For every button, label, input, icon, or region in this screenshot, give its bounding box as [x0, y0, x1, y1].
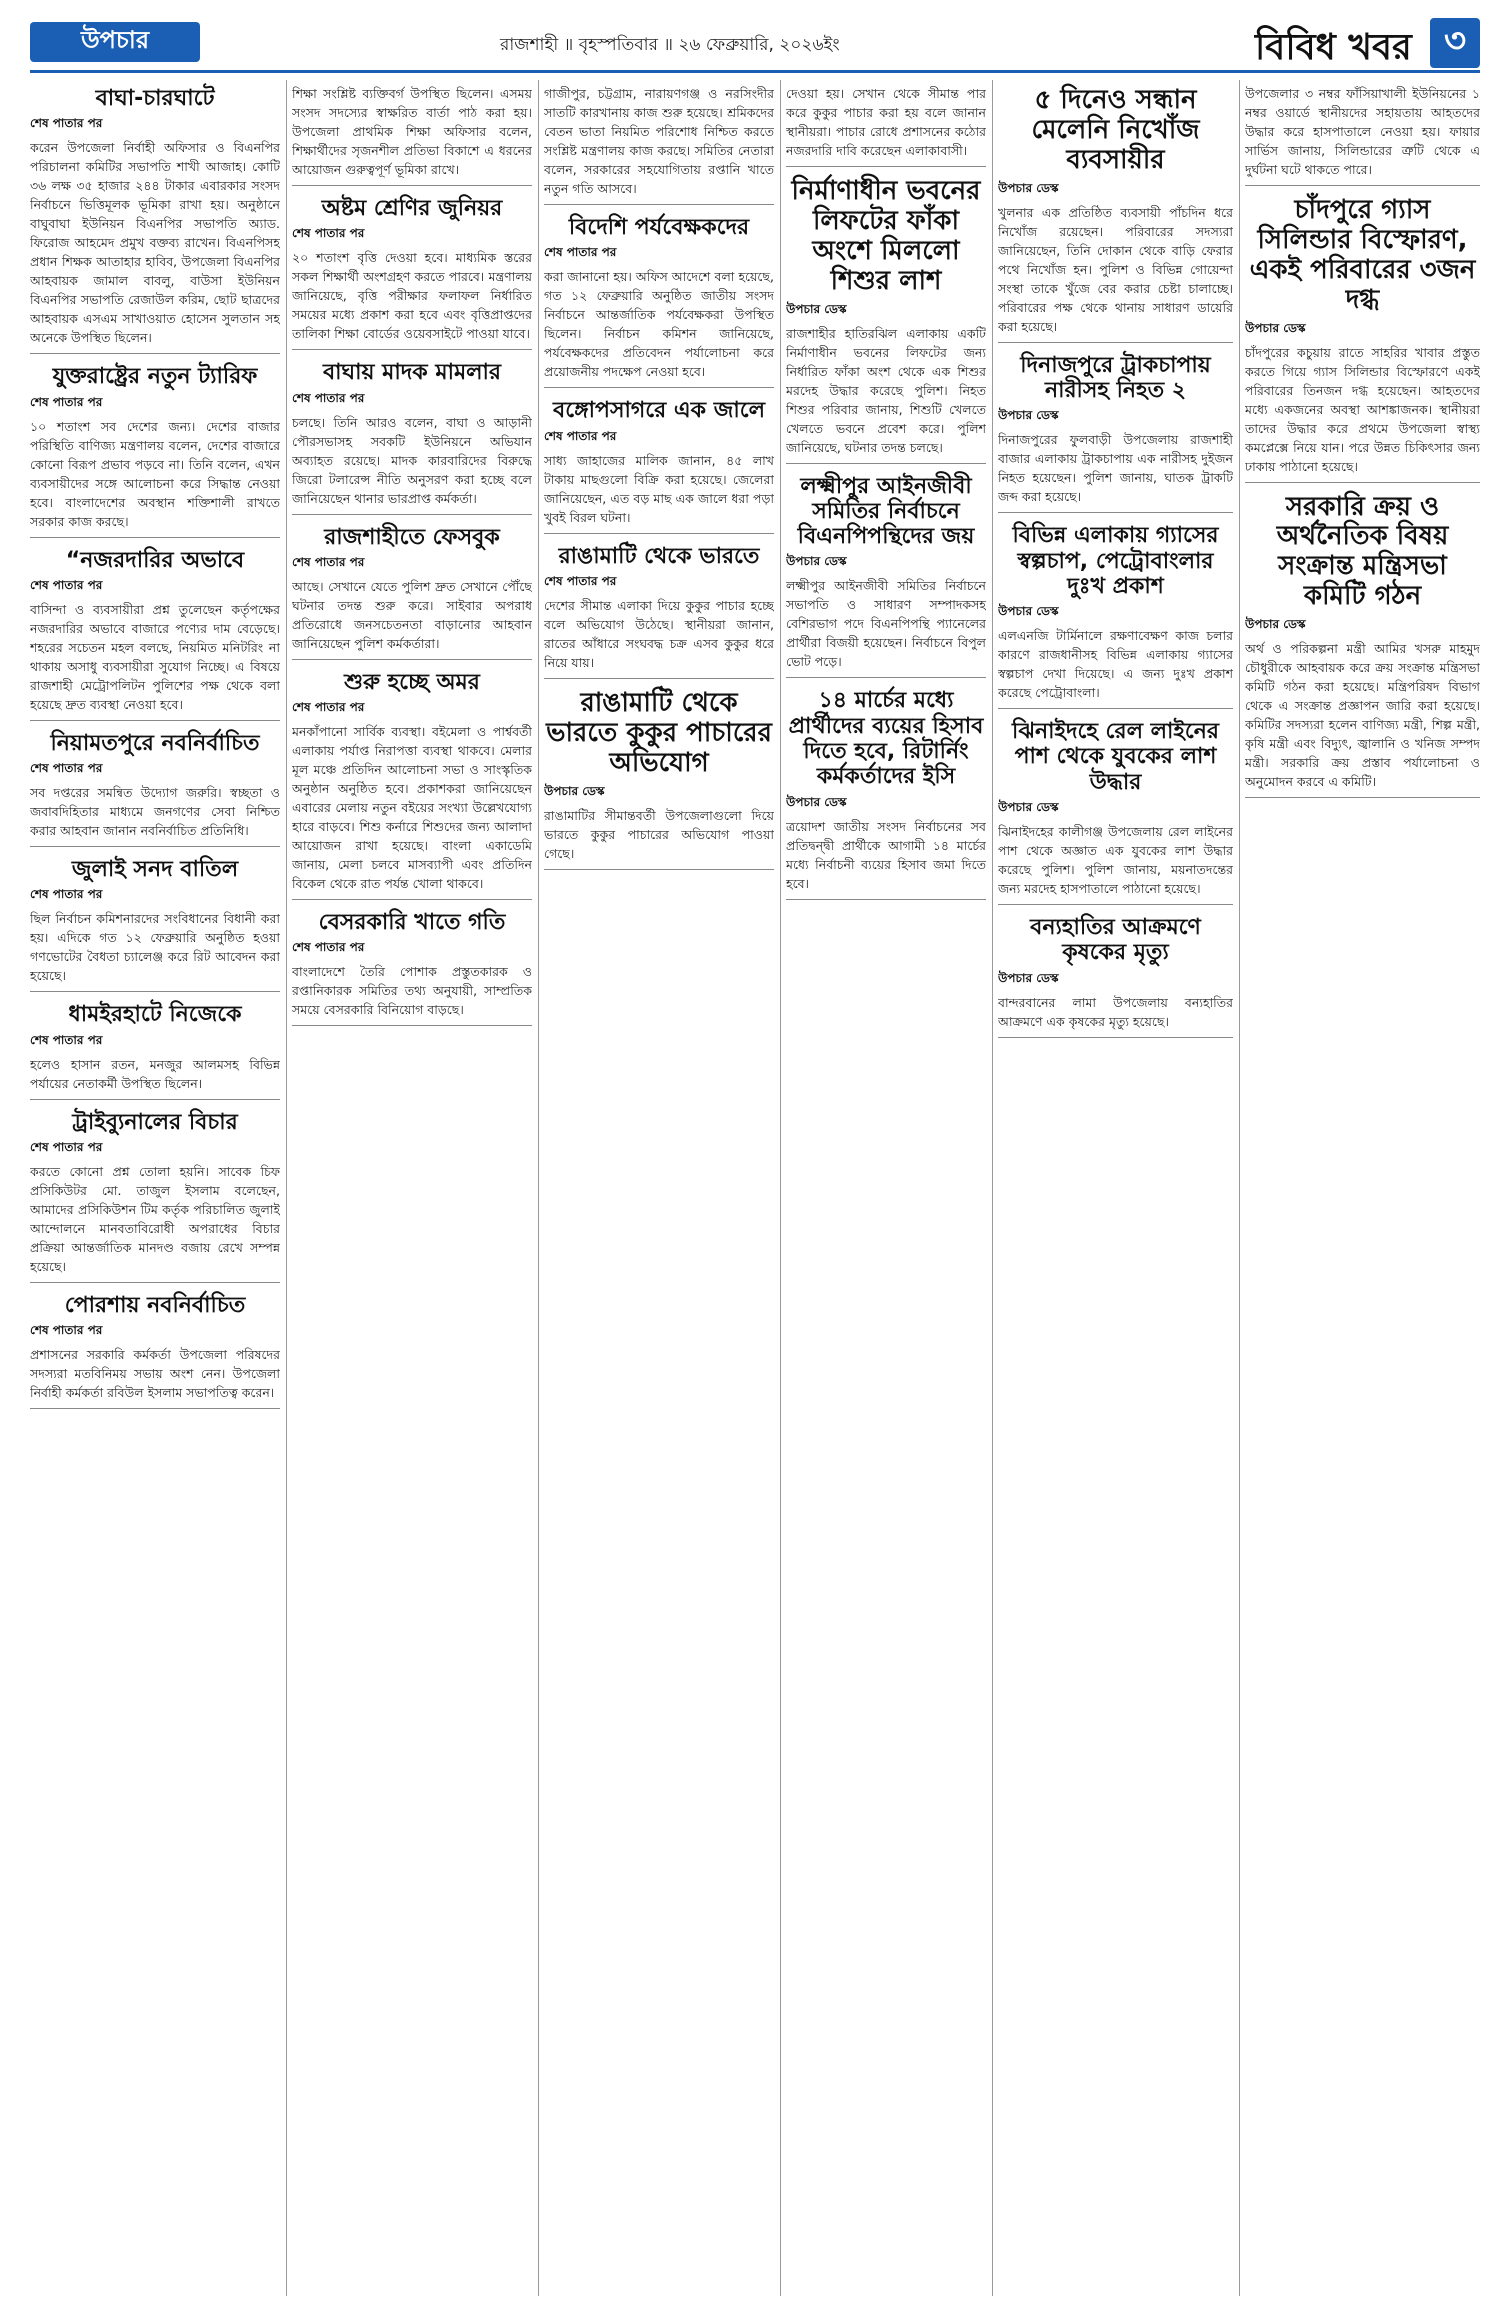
- article-body: প্রশাসনের সরকারি কর্মকর্তা উপজেলা পরিষদের সদস্যরা মতবিনিময় সভায় অংশ নেন। উপজেলা নির্বাহী কর্মকর্তা রবিউল ইসলাম সভাপতিত্ব করেন।: [30, 1347, 280, 1401]
- headline: বিদেশি পর্যবেক্ষকদের: [568, 215, 750, 240]
- article-body: উপজেলার ৩ নম্বর ফাঁসিয়াখালী ইউনিয়নের ১ নম্বর ওয়ার্ডে স্থানীয়দের সহায়তায় আহতদের উদ্ধার করে হাসপাতালে নেওয়া হয়। ফায়ার সার্ভিস জানায়, সিলিন্ডারের ত্রুটি থেকে এ দুর্ঘটনা ঘটে থাকতে পারে।: [1245, 86, 1480, 177]
- article-missing: [998, 80, 1233, 343]
- article-body: রাজশাহীর হাতিরঝিল এলাকায় একটি নির্মাণাধীন ভবনের লিফটের জন্য নির্ধারিত ফাঁকা অংশ থেকে এক শিশুর মরদেহ উদ্ধার করেছে পুলিশ। নিহত শিশুর পরিবার জানায়, শিশুটি খেলতে খেলতে ভবনে প্রবেশ করে। পুলিশ জানিয়েছে, ঘটনার তদন্ত চলছে।: [786, 325, 986, 455]
- headline: শুরু হচ্ছে অমর: [344, 669, 480, 695]
- article-body: ত্রয়োদশ জাতীয় সংসদ নির্বাচনের সব প্রতিদ্বন্দ্বী প্রার্থীকে আগামী ১৪ মার্চের মধ্যে নির্বাচনী ব্যয়ের হিসাব জমা দিতে হবে।: [786, 818, 986, 891]
- column-1: [30, 80, 280, 2296]
- article-body: এলএনজি টার্মিনালে রক্ষণাবেক্ষণ কাজ চলার কারণে রাজধানীসহ বিভিন্ন এলাকায় গ্যাসের স্বল্পচাপ দেখা দিয়েছে। এ জন্য দুঃখ প্রকাশ করেছে পেট্রোবাংলা।: [998, 628, 1233, 701]
- article-julai: [30, 851, 280, 992]
- article-body: খুলনার এক প্রতিষ্ঠিত ব্যবসায়ী পাঁচদিন ধরে নিখোঁজ রয়েছেন। পরিবারের সদস্যরা জানিয়েছেন, তিনি দোকান থেকে বাড়ি ফেরার পথে নিখোঁজ হন। পুলিশ ও বিভিন্ন গোয়েন্দা সংস্থা তাকে খুঁজে বের করার চেষ্টা চালাচ্ছে। পরিবারের পক্ষ থেকে থানায় সাধারণ ডায়েরি করা হয়েছে।: [998, 204, 1233, 334]
- section-title: বিবিধ খবর: [1255, 27, 1412, 68]
- page-header: [30, 18, 1480, 73]
- article-body: দেওয়া হয়। সেখান থেকে সীমান্ত পার করে কুকুর পাচার করা হয় বলে জানান স্থানীয়রা। পাচার রোধে প্রশাসনের কঠোর নজরদারি দাবি করেছেন এলাকাবাসী।: [786, 86, 986, 158]
- article-body: করা জানানো হয়। অফিস আদেশে বলা হয়েছে, গত ১২ ফেব্রুয়ারি অনুষ্ঠিত জাতীয় সংসদ নির্বাচনে আন্তর্জাতিক পর্যবেক্ষকরা উপস্থিত ছিলেন। নির্বাচন কমিশন জানিয়েছে, পর্যবেক্ষকদের প্রতিবেদন পর্যালোচনা করে প্রয়োজনীয় পদক্ষেপ নেওয়া হবে।: [544, 269, 774, 380]
- byline: শেষ পাতার পর: [30, 761, 103, 776]
- byline: শেষ পাতার পর: [30, 116, 103, 131]
- headline: লক্ষ্মীপুর আইনজীবী সমিতির নির্বাচনে বিএনপিপন্থিদের জয়: [797, 473, 975, 550]
- article-body: দেশের সীমান্ত এলাকা দিয়ে কুকুর পাচার হচ্ছে বলে অভিযোগ উঠেছে। স্থানীয়রা জানান, রাতের আঁধারে সংঘবদ্ধ চক্র এসব কুকুর ধরে নিয়ে যায়।: [544, 597, 774, 670]
- article-dinajpur: [998, 347, 1233, 514]
- article-lift: [786, 171, 986, 464]
- article-body: চলছে। তিনি আরও বলেন, বাঘা ও আড়ানী পৌরসভাসহ সবকটি ইউনিয়নে অভিযান অব্যাহত রয়েছে। মাদক কারবারিদের বিরুদ্ধে জিরো টলারেন্স নীতি অনুসরণ করা হচ্ছে বলে জানিয়েছেন থানার ভারপ্রাপ্ত কর্মকর্তা।: [292, 414, 532, 506]
- article-elephant: [998, 909, 1233, 1038]
- article-body: করেন উপজেলা নির্বাহী অফিসার ও বিএনপির পরিচালনা কমিটির সভাপতি শাখী আজাহ। কোটি ৩৬ লক্ষ ৩৫ হাজার ২৪৪ টাকার এবারকার সংসদ নির্বাচনে ভিত্তিমূলক ভূমিকা রাখা হয়। অনুষ্ঠানে বাঘুবাঘা ইউনিয়ন বিএনপির সভাপতি অ্যাড. ফিরোজ আহমেদ প্রমুখ বক্তব্য রাখেন। বিএনপিসহ প্রধান শিক্ষক আতাহার হাবিব, উপজেলা বিএনপির আহবায়ক জামাল বাবলু, বাউসা ইউনিয়ন বিএনপির সভাপতি রেজাউল করিম, ছোট ছাত্রদের আহবায়ক এসএম সাখাওয়াত হোসেন সুলতান সহ অনেকে উপস্থিত ছিলেন।: [30, 140, 280, 346]
- byline: উপচার ডেস্ক: [998, 800, 1059, 815]
- byline: শেষ পাতার পর: [30, 1323, 103, 1338]
- byline: শেষ পাতার পর: [30, 394, 103, 409]
- byline: উপচার ডেস্ক: [998, 970, 1059, 985]
- headline: বেসরকারি খাতে গতি: [318, 910, 506, 936]
- article-body: বান্দরবানের লামা উপজেলায় বন্যহাতির আক্রমণে এক কৃষকের মৃত্যু হয়েছে।: [998, 994, 1233, 1029]
- article-body: সাধ্য জাহাজের মালিক জানান, ৪৫ লাখ টাকায় মাছগুলো বিক্রি করা হয়েছে। জেলেরা জানিয়েছেন, এত বড় মাছ এক জালে ধরা পড়া খুবই বিরল ঘটনা।: [544, 452, 774, 525]
- byline: উপচার ডেস্ক: [1245, 320, 1306, 335]
- headline: রাজশাহীতে ফেসবুক: [324, 524, 500, 550]
- headline: সরকারি ক্রয় ও অর্থনৈতিক বিষয় সংক্রান্ত মন্ত্রিসভা কমিটি গঠন: [1276, 491, 1449, 612]
- article-body: সব দপ্তরের সমন্বিত উদ্যোগ জরুরি। স্বচ্ছতা ও জবাবদিহিতার মাধ্যমে জনগণের সেবা নিশ্চিত করার আহবান জানান নবনির্বাচিত প্রতিনিধি।: [30, 785, 280, 839]
- headline: ট্রাইব্যুনালের বিচার: [72, 1109, 238, 1135]
- article-school-continued: [292, 80, 532, 186]
- article-col3-top: [544, 80, 774, 205]
- headline: জুলাই সনদ বাতিল: [71, 857, 239, 883]
- article-body: করতে কোনো প্রশ্ন তোলা হয়নি। সাবেক চিফ প্রসিকিউটর মো. তাজুল ইসলাম বলেছেন, আমাদের প্রসিকিউশন টিম কর্তৃক পরিচালিত জুলাই আন্দোলনে মানবতাবিরোধী অপরাধের বিচার প্রক্রিয়া আন্তর্জাতিক মানদণ্ড বজায় রেখে সম্পন্ন হয়েছে।: [30, 1164, 280, 1275]
- article-gas-cyl-top: [1245, 80, 1480, 186]
- byline: শেষ পাতার পর: [292, 390, 365, 405]
- column-6: [1245, 80, 1480, 2296]
- headline: ১৪ মার্চের মধ্যে প্রার্থীদের ব্যয়ের হিসাব দিতে হবে, রিটার্নিং কর্মকর্তাদের ইসি: [788, 688, 984, 790]
- headline: বঙ্গোপসাগরে এক জালে: [552, 398, 765, 424]
- article-body: ২০ শতাংশ বৃত্তি দেওয়া হবে। মাধ্যমিক স্তরের সকল শিক্ষার্থী অংশগ্রহণ করতে পারবে। মন্ত্রণালয় জানিয়েছে, বৃত্তি পরীক্ষার ফলাফল নির্ধারিত সময়ের মধ্যে প্রকাশ করা হবে এবং বৃত্তিপ্রাপ্তদের তালিকা শিক্ষা বোর্ডের ওয়েবসাইটে পাওয়া যাবে।: [292, 250, 532, 342]
- byline: শেষ পাতার পর: [544, 573, 617, 588]
- headline: রাঙামাটি থেকে ভারতে: [558, 543, 760, 569]
- article-body: বাংলাদেশে তৈরি পোশাক প্রস্তুতকারক ও রপ্তানিকারক সমিতির তথ্য অনুযায়ী, সাম্প্রতিক সময়ে বেসরকারি বিনিয়োগ বাড়ছে।: [292, 964, 532, 1018]
- byline: শেষ পাতার পর: [292, 700, 365, 715]
- headline: ঝিনাইদহে রেল লাইনের পাশ থেকে যুবকের লাশ উদ্ধার: [1012, 719, 1219, 795]
- article-niyamatpur: [30, 725, 280, 847]
- article-body: বাসিন্দা ও ব্যবসায়ীরা প্রশ্ন তুলেছেন কর্তৃপক্ষের নজরদারির অভাবে বাজারে পণ্যের দাম বেড়েছে। শহরের সচেতন মহল বলছে, নিয়মিত মনিটরিং না থাকায় অসাধু ব্যবসায়ীরা সুযোগ নিচ্ছে। এ বিষয়ে রাজশাহী মেট্রোপলিটন পুলিশের পক্ষ থেকে বলা হয়েছে দ্রুত ব্যবস্থা নেওয়া হবে।: [30, 601, 280, 712]
- article-body: দিনাজপুরের ফুলবাড়ী উপজেলায় রাজশাহী বাজার এলাকায় ট্রাকচাপায় এক নারীসহ দুইজন নিহত হয়েছেন। পুলিশ জানায়, ঘাতক ট্রাকটি জব্দ করা হয়েছে।: [998, 432, 1233, 505]
- headline: পোরশায় নবনির্বাচিত: [64, 1293, 246, 1319]
- article-body: হলেও হাসান রতন, মনজুর আলমসহ বিভিন্ন পর্যায়ের নেতাকর্মী উপস্থিত ছিলেন।: [30, 1056, 280, 1091]
- byline: শেষ পাতার পর: [30, 577, 103, 592]
- article-jhenaidah: [998, 713, 1233, 905]
- column-5: [998, 80, 1233, 2296]
- article-gas-crisis: [998, 517, 1233, 709]
- byline: শেষ পাতার পর: [30, 1140, 103, 1155]
- byline: উপচার ডেস্ক: [998, 408, 1059, 423]
- article-body: শিক্ষা সংশ্লিষ্ট ব্যক্তিবর্গ উপস্থিত ছিলেন। এসময় সংসদ সদস্যের স্বাক্ষরিত বার্তা পাঠ করা হয়। উপজেলা প্রাথমিক শিক্ষা অফিসার বলেন, শিক্ষার্থীদের সৃজনশীল প্রতিভা বিকাশে এ ধরনের আয়োজন গুরুত্বপূর্ণ ভূমিকা রাখে।: [292, 86, 532, 177]
- headline: বাঘায় মাদক মামলার: [322, 360, 502, 386]
- byline: উপচার ডেস্ক: [786, 554, 847, 569]
- article-body: আছে। সেখানে যেতে পুলিশ দ্রুত সেখানে পৌঁছে ঘটনার তদন্ত শুরু করে। সাইবার অপরাধ প্রতিরোধে জনসচেতনতা বাড়ানোর আহবান জানিয়েছেন পুলিশ কর্মকর্তারা।: [292, 578, 532, 651]
- byline: শেষ পাতার পর: [544, 428, 617, 443]
- byline: উপচার ডেস্ক: [998, 180, 1059, 195]
- headline: দিনাজপুরে ট্রাকচাপায় নারীসহ নিহত ২: [1020, 352, 1211, 403]
- article-body: ঝিনাইদহের কালীগঞ্জ উপজেলায় রেল লাইনের পাশ থেকে অজ্ঞাত এক যুবকের লাশ উদ্ধার করেছে পুলিশ। পুলিশ জানায়, ময়নাতদন্তের জন্য মরদেহ হাসপাতালে পাঠানো হয়েছে।: [998, 824, 1233, 897]
- article-laxmipur: [786, 468, 986, 679]
- byline: শেষ পাতার পর: [292, 940, 365, 955]
- headline: বন্যহাতির আক্রমণে কৃষকের মৃত্যু: [1030, 915, 1201, 966]
- article-dhamoirhat: [30, 996, 280, 1099]
- byline: শেষ পাতার পর: [544, 245, 617, 260]
- article-dog-top: [786, 80, 986, 167]
- dateline: রাজশাহী ॥ বৃহস্পতিবার ॥ ২৬ ফেব্রুয়ারি, ২০২৬ইং: [500, 35, 840, 55]
- headline: যুক্তরাষ্ট্রের নতুন ট্যারিফ: [52, 364, 258, 390]
- article-bagha: [30, 80, 280, 354]
- article-rangamati: [544, 538, 774, 679]
- byline: শেষ পাতার পর: [30, 1032, 103, 1047]
- article-chandpur: [1245, 190, 1480, 483]
- byline: শেষ পাতার পর: [292, 554, 365, 569]
- byline: উপচার ডেস্ক: [544, 783, 605, 798]
- headline: বাঘা-চারঘাটে: [95, 86, 215, 111]
- article-ashtam: [292, 190, 532, 350]
- article-porsha: [30, 1287, 280, 1409]
- article-bagha-madok: [292, 354, 532, 514]
- article-body: মনকাঁপানো সার্বিক ব্যবস্থা। বইমেলা ও পার্শ্ববর্তী এলাকায় পর্যাপ্ত নিরাপত্তা ব্যবস্থা থাকবে। মেলার মূল মঞ্চে প্রতিদিন আলোচনা সভা ও সাংস্কৃতিক অনুষ্ঠান অনুষ্ঠিত হবে। প্রকাশকরা জানিয়েছেন এবারের মেলায় নতুন বইয়ের সংখ্যা উল্লেখযোগ্য হারে বাড়বে। শিশু কর্নারে শিশুদের জন্য আলাদা আয়োজন রাখা হয়েছে। বাংলা একাডেমি জানায়, মেলা চলবে মাসব্যাপী এবং প্রতিদিন বিকেল থেকে রাত পর্যন্ত খোলা থাকবে।: [292, 724, 532, 892]
- article-body: চাঁদপুরের কচুয়ায় রাতে সাহরির খাবার প্রস্তুত করতে গিয়ে গ্যাস সিলিন্ডার বিস্ফোরণে একই পরিবারের তিনজন দগ্ধ হয়েছেন। আহতদের মধ্যে একজনের অবস্থা আশঙ্কাজনক। স্থানীয়রা তাদের উদ্ধার করে প্রথমে উপজেলা স্বাস্থ্য কমপ্লেক্সে নিয়ে যান। পরে উন্নত চিকিৎসার জন্য ঢাকায় পাঠানো হয়েছে।: [1245, 344, 1480, 474]
- byline: উপচার ডেস্ক: [786, 301, 847, 316]
- column-2: [292, 80, 532, 2296]
- headline: রাঙামাটি থেকে ভারতে কুকুর পাচারের অভিযোগ: [546, 687, 772, 778]
- headline: ৫ দিনেও সন্ধান মেলেনি নিখোঁজ ব্যবসায়ীর: [1031, 85, 1200, 175]
- headline: অষ্টম শ্রেণির জুনিয়র: [321, 196, 503, 221]
- page-number: ৩: [1430, 18, 1480, 68]
- byline: শেষ পাতার পর: [30, 887, 103, 902]
- article-body: ১০ শতাংশ সব দেশের জন্য। দেশের বাজার পরিস্থিতি বাণিজ্য মন্ত্রণালয় বলেন, দেশের বাজারে কোনো বিরূপ প্রভাব পড়বে না। তিনি বলেন, এখন ব্যবসায়ীদের সঙ্গে আলোচনা করে সিদ্ধান্ত নেওয়া হবে। বাংলাদেশের অবস্থান শক্তিশালী রাখতে সরকার কাজ করছে।: [30, 418, 280, 529]
- column-3: [544, 80, 774, 2296]
- article-usa-tariff: [30, 358, 280, 537]
- headline: বিভিন্ন এলাকায় গ্যাসের স্বল্পচাপ, পেট্রোবাংলার দুঃখ প্রকাশ: [1012, 523, 1219, 599]
- article-body: অর্থ ও পরিকল্পনা মন্ত্রী আমির খসরু মাহমুদ চৌধুরীকে আহবায়ক করে ক্রয় সংক্রান্ত মন্ত্রিসভা কমিটি গঠন করা হয়েছে। মন্ত্রিপরিষদ বিভাগ থেকে এ সংক্রান্ত প্রজ্ঞাপন জারি করা হয়েছে। কমিটির সদস্যরা হলেন বাণিজ্য মন্ত্রী, শিল্প মন্ত্রী, কৃষি মন্ত্রী এবং বিদ্যুৎ, জ্বালানি ও খনিজ সম্পদ মন্ত্রী। সরকারি ক্রয় প্রস্তাব পর্যালোচনা ও অনুমোদন করবে এ কমিটি।: [1245, 641, 1480, 790]
- article-amar: [292, 664, 532, 900]
- article-besarkari: [292, 904, 532, 1026]
- article-rangamati-dog: [544, 683, 774, 870]
- article-body: রাঙামাটির সীমান্তবর্তী উপজেলাগুলো দিয়ে ভারতে কুকুর পাচারের অভিযোগ পাওয়া গেছে।: [544, 807, 774, 861]
- byline: শেষ পাতার পর: [292, 226, 365, 241]
- headline: চাঁদপুরে গ্যাস সিলিন্ডার বিস্ফোরণ, একই পরিবারের ৩জন দগ্ধ: [1249, 195, 1476, 315]
- article-nazardari: [30, 542, 280, 721]
- article-foreign-observers: [544, 209, 774, 388]
- headline: নির্মাণাধীন ভবনের লিফটের ফাঁকা অংশে মিললো শিশুর লাশ: [791, 176, 981, 296]
- byline: উপচার ডেস্ক: [786, 794, 847, 809]
- headline: নিয়ামতপুরে নবনির্বাচিত: [50, 730, 260, 756]
- article-purchase-committee: [1245, 487, 1480, 799]
- article-body: গাজীপুর, চট্টগ্রাম, নারায়ণগঞ্জ ও নরসিংদীর সাতটি কারখানায় কাজ শুরু হয়েছে। শ্রমিকদের বেতন ভাতা নিয়মিত পরিশোধ নিশ্চিত করতে সংশ্লিষ্ট মন্ত্রণালয় কাজ করছে। সমিতির নেতারা বলেন, সরকারের সহযোগিতায় রপ্তানি খাতে নতুন গতি আসবে।: [544, 86, 774, 196]
- article-march14: [786, 682, 986, 899]
- byline: উপচার ডেস্ক: [998, 604, 1059, 619]
- article-bay-bengal: [544, 392, 774, 533]
- article-body: ছিল নির্বাচন কমিশনারদের সংবিধানের বিধানী করা হয়। এদিকে গত ১২ ফেব্রুয়ারি অনুষ্ঠিত হওয়া গণভোটের বৈধতা চ্যালেঞ্জ করে রিট আবেদন করা হয়েছে।: [30, 911, 280, 984]
- headline: “নজরদারির অভাবে: [65, 547, 245, 573]
- article-body: লক্ষ্মীপুর আইনজীবী সমিতির নির্বাচনে সভাপতি ও সাধারণ সম্পাদকসহ বেশিরভাগ পদে বিএনপিপন্থি প্যানেলের প্রার্থীরা বিজয়ী হয়েছেন। নির্বাচনে বিপুল ভোট পড়ে।: [786, 578, 986, 670]
- byline: উপচার ডেস্ক: [1245, 617, 1306, 632]
- newspaper-logo: উপচার: [30, 22, 200, 62]
- headline: ধামইরহাটে নিজেকে: [68, 1002, 242, 1028]
- article-facebook: [292, 519, 532, 660]
- article-tribunal: [30, 1104, 280, 1283]
- column-4: [786, 80, 986, 2296]
